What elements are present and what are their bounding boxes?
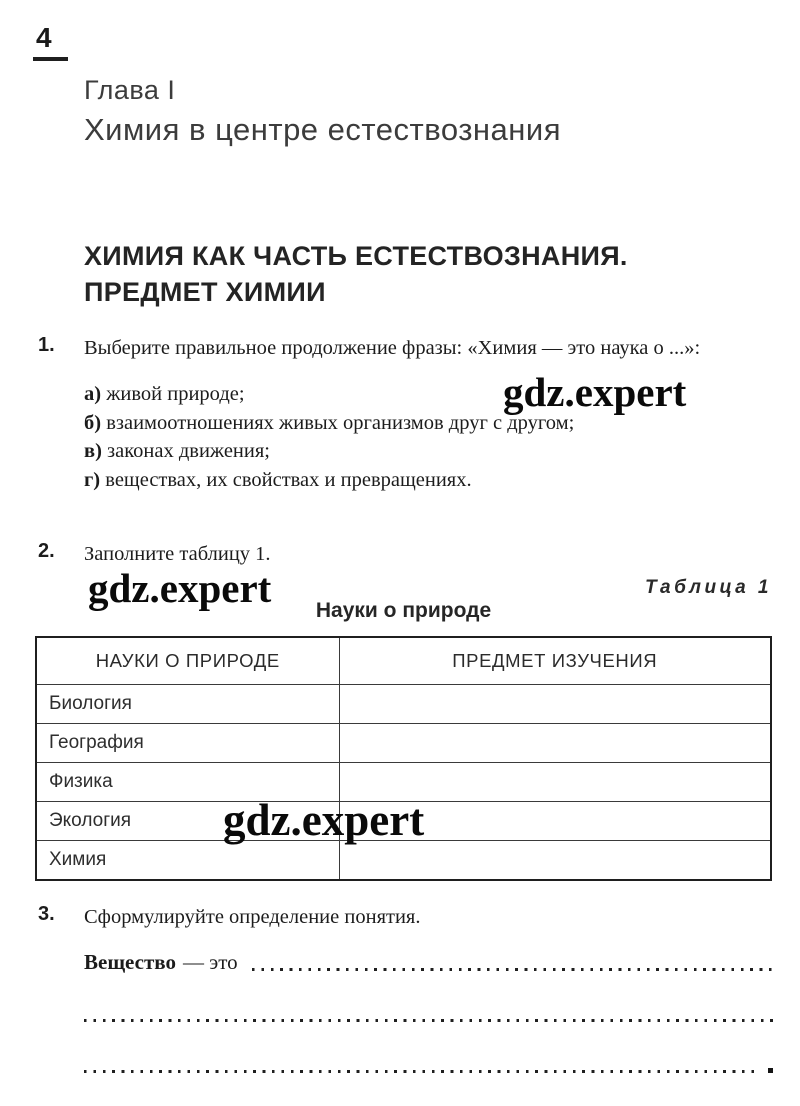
answer-dotted-blank	[84, 1070, 756, 1073]
option-g-text: веществах, их свойствах и превращениях.	[105, 468, 472, 491]
table-row	[36, 685, 771, 724]
watermark: gdz.expert	[223, 795, 425, 845]
table-cell-answer-blank	[339, 724, 771, 763]
sentence-end-dot	[768, 1068, 773, 1073]
question-1-text: Выберите правильное продолжение фразы: «Химия — это наука о ...»:	[84, 337, 701, 359]
answer-dotted-blank	[252, 968, 773, 971]
table-row	[36, 724, 771, 763]
table-header-row	[36, 637, 771, 685]
question-2-number: 2.	[38, 540, 55, 562]
option-a-letter: а)	[84, 383, 102, 405]
option-v-letter: в)	[84, 440, 102, 462]
chapter-label: Глава I	[84, 75, 176, 105]
question-3	[38, 903, 773, 932]
table-title: Науки о природе	[315, 599, 492, 622]
term-connector: — это	[182, 950, 238, 974]
table-row	[36, 841, 771, 881]
chapter-heading	[84, 74, 561, 150]
table-header-subject: ПРЕДМЕТ ИЗУЧЕНИЯ	[339, 637, 771, 685]
table-cell-answer-blank	[339, 841, 771, 881]
answer-dotted-blank	[84, 1019, 773, 1022]
watermark: gdz.expert	[88, 565, 272, 611]
table-cell-answer-blank	[339, 685, 771, 724]
watermark: gdz.expert	[503, 369, 687, 415]
option-v-text: законах движения;	[107, 440, 270, 462]
option-g	[84, 466, 773, 495]
table-caption: Таблица 1	[644, 577, 772, 598]
option-b-text: взаимоотношениях живых организмов друг с другом;	[106, 411, 575, 434]
question-1-number: 1.	[38, 334, 55, 356]
option-a-text: живой природе;	[106, 383, 245, 405]
option-b-letter: б)	[84, 411, 102, 434]
table-cell-science: География	[36, 724, 339, 763]
question-2-text: Заполните таблицу 1.	[84, 543, 271, 565]
table-header-sciences: НАУКИ О ПРИРОДЕ	[36, 637, 339, 685]
question-3-number: 3.	[38, 903, 55, 925]
page-number: 4	[33, 22, 68, 61]
section-heading	[84, 238, 628, 311]
table-cell-science: Экология	[36, 802, 339, 841]
question-3-text: Сформулируйте определение понятия.	[84, 906, 421, 928]
term-word: Вещество	[84, 950, 176, 974]
option-g-letter: г)	[84, 468, 101, 491]
table-cell-science: Физика	[36, 763, 339, 802]
chapter-title: Химия в центре естествознания	[84, 111, 562, 147]
definition-line	[84, 950, 773, 975]
table-cell-science: Химия	[36, 841, 339, 881]
section-heading-line1: ХИМИЯ КАК ЧАСТЬ ЕСТЕСТВОЗНАНИЯ.	[84, 241, 628, 271]
section-heading-line2: ПРЕДМЕТ ХИМИИ	[84, 277, 326, 308]
option-v	[84, 437, 773, 466]
table-cell-science: Биология	[36, 685, 339, 724]
